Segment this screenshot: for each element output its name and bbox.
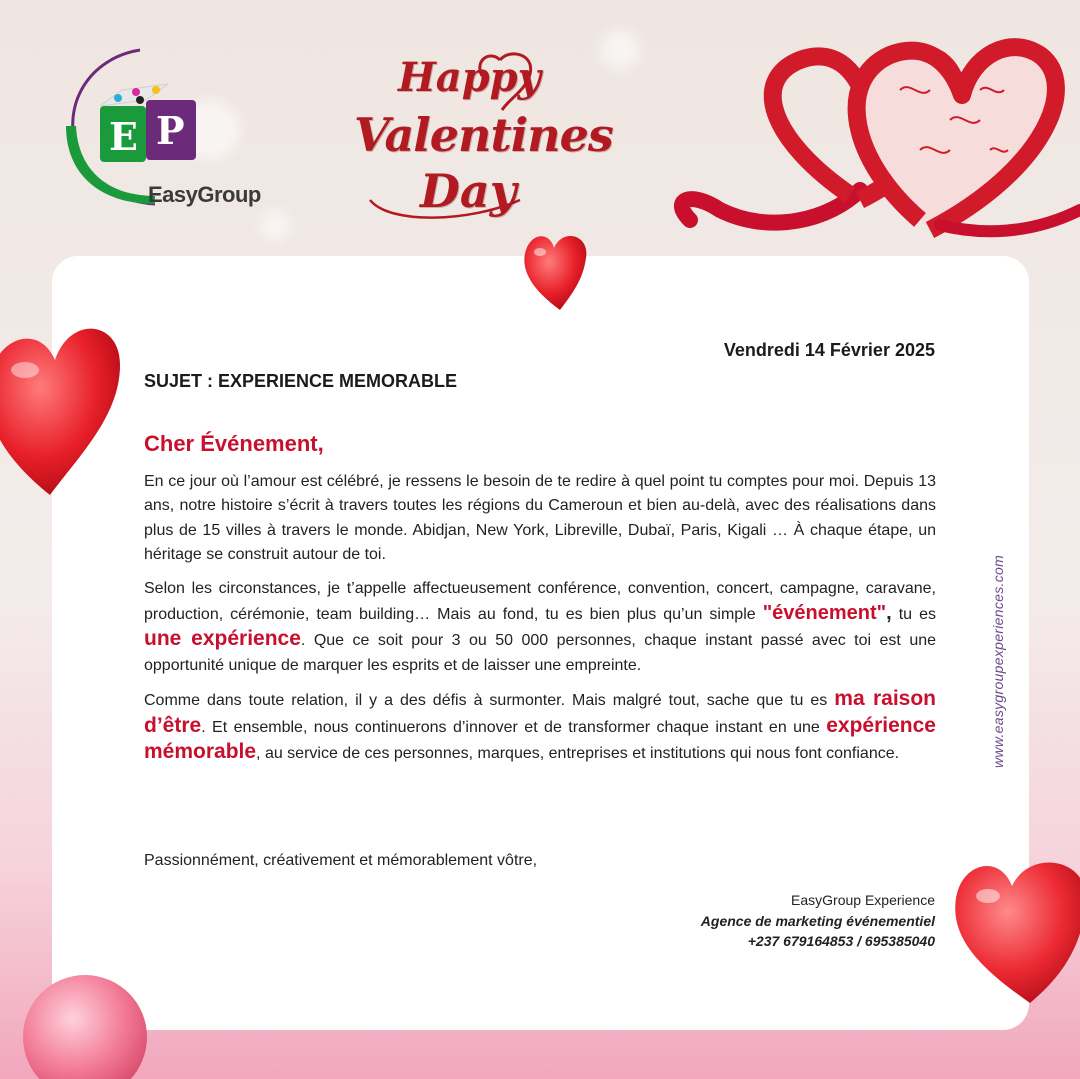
p3-highlight-raison: ma raison d’être	[144, 687, 936, 737]
valentines-title	[350, 50, 613, 230]
ribbon-hearts-icon	[650, 20, 1080, 270]
heart-balloon-icon	[950, 848, 1080, 1008]
signature-block	[701, 890, 935, 952]
title-happy: Happy	[398, 54, 541, 101]
signature-phone: +237 679164853 / 695385040	[747, 933, 935, 949]
letter-date: Vendredi 14 Février 2025	[723, 340, 935, 360]
p2-highlight-evenement-text: "événement"	[762, 602, 887, 625]
letter-body	[144, 470, 936, 775]
p3-text-c: , au service de ces personnes, marques, entreprises et institutions qui nous font confiance.	[256, 745, 900, 763]
letter-subject: SUJET : EXPERIENCE MEMORABLE	[144, 371, 458, 391]
p2-highlight-evenement	[763, 602, 892, 624]
p2-comma: ,	[886, 602, 892, 625]
round-balloon-icon	[20, 972, 150, 1079]
letter-card	[52, 256, 1029, 1030]
letter-greeting: Cher Événement,	[144, 431, 324, 456]
paragraph-2	[144, 577, 936, 679]
p2-text-c: . Que ce soit pour 3 ou 50 000 personnes, chaque instant passé avec toi est une opportunité unique de marquer les esprits et de laisser une empreinte.	[144, 632, 937, 674]
p3-highlight-memorable: expérience mémorable	[144, 713, 936, 764]
signature-role: Agence de marketing événementiel	[700, 912, 935, 929]
bokeh-light	[600, 30, 640, 70]
title-valentines: Valentines	[354, 108, 613, 162]
logo-letter-p: P	[156, 108, 185, 153]
paragraph-1: En ce jour où l’amour est célébré, je ressens le besoin de te redire à quel point tu comptes pour moi. Depuis 13 ans, notre histoire s’écrit à travers toutes les régions du Cameroun et bien au-delà, avec des réalisations dans plus de 15 villes à travers le monde. Abidjan, New York, Libreville, Dubaï, Paris, Kigali … À chaque étape, un héritage se construit autour de toi.	[144, 473, 936, 564]
letter-closing: Passionnément, créativement et mémorablement vôtre,	[144, 852, 538, 869]
easygroup-logo	[60, 44, 260, 214]
p2-text-a: Selon les circonstances, je t’appelle affectueusement conférence, convention, concert, campagne, caravane, production, cérémonie, team building… Mais au fond, tu es bien plus qu’un simple	[144, 579, 936, 624]
logo-letter-e: E	[109, 114, 138, 159]
logo-text: EasyGroup	[148, 182, 261, 207]
signature-name: EasyGroup Experience	[791, 892, 935, 908]
p2-text-b: tu es	[891, 606, 936, 624]
title-day: Day	[420, 164, 517, 218]
heart-balloon-icon	[0, 305, 120, 505]
heart-balloon-icon	[520, 228, 590, 313]
p3-text-b: . Et ensemble, nous continuerons d’innover et de transformer chaque instant en une	[201, 718, 827, 736]
p2-highlight-experience: une expérience	[144, 627, 301, 651]
paragraph-3	[144, 687, 936, 766]
bokeh-light	[260, 210, 290, 240]
p3-text-a: Comme dans toute relation, il y a des défis à surmonter. Mais malgré tout, sache que tu es	[144, 692, 835, 710]
website-url: www.easygroupexperiences.com	[990, 554, 1006, 768]
